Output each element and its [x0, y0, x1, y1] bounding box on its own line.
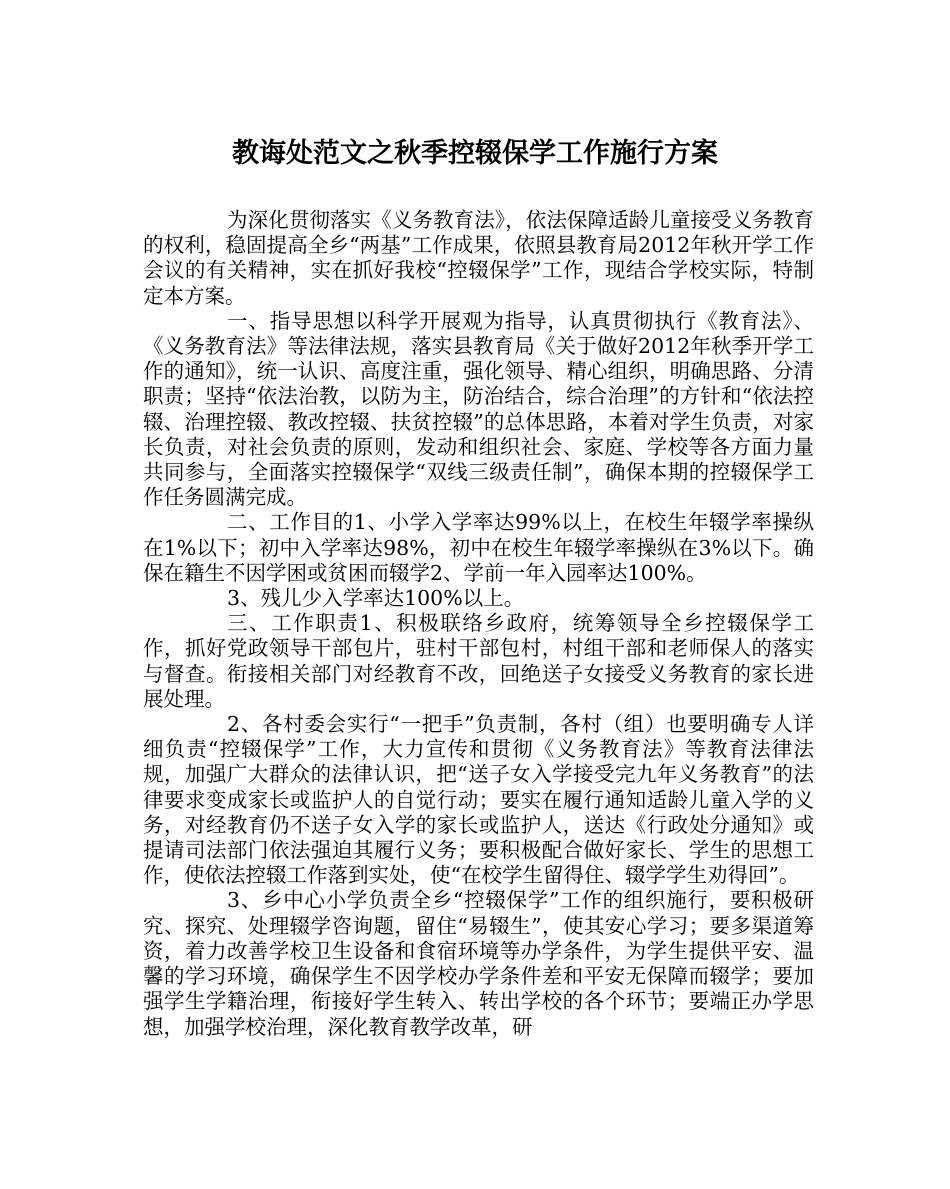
paragraph-guiding-ideology: 一、指导思想以科学开展观为指导，认真贯彻执行《教育法》、《义务教育法》等法律法规，落实县教育局《关于做好2012年秋季开学工作的通知》，统一认识、高度注重，强化领导、精心组织，明确思路、分清职责；坚持“依法治教，以防为主，防治结合，综合治理”的方针和“依法控辍、治理控辍、教改控辍、扶贫控辍”的总体思路，本着对学生负责，对家长负责，对社会负责的原则，发动和组织社会、家庭、学校等各方面力量共同参与，全面落实控辍保学“双线三级责任制”，确保本期的控辍保学工作任务圆满完成。 [143, 308, 814, 510]
document-body [143, 208, 814, 1040]
paragraph-central-school: 3、乡中心小学负责全乡“控辍保学”工作的组织施行，要积极研究、探究、处理辍学咨询题，留住“易辍生”，使其安心学习；要多渠道筹资，着力改善学校卫生设备和食宿环境等办学条件，为学生提供平安、温馨的学习环境，确保学生不因学校办学条件差和平安无保障而辍学；要加强学生学籍治理，衔接好学生转入、转出学校的各个环节；要端正办学思想，加强学校治理，深化教育教学改革，研 [143, 888, 814, 1039]
paragraph-intro: 为深化贯彻落实《义务教育法》，依法保障适龄儿童接受义务教育的权利，稳固提高全乡“两基”工作成果，依照县教育局2012年秋开学工作会议的有关精神，实在抓好我校“控辍保学”工作，现结合学校实际，特制定本方案。 [143, 208, 814, 308]
paragraph-village-committee: 2、各村委会实行“一把手”负责制，各村（组）也要明确专人详细负责“控辍保学”工作，大力宣传和贯彻《义务教育法》等教育法律法规，加强广大群众的法律认识，把“送子女入学接受完九年义务教育”的法律要求变成家长或监护人的自觉行动；要实在履行通知适龄儿童入学的义务，对经教育仍不送子女入学的家长或监护人，送达《行政处分通知》或提请司法部门依法强迫其履行义务；要积极配合做好家长、学生的思想工作，使依法控辍工作落到实处，使“在校学生留得住、辍学学生劝得回”。 [143, 712, 814, 888]
paragraph-disabled-enrollment: 3、残儿少入学率达100%以上。 [227, 586, 525, 611]
document-title: 教诲处范文之秋季控辍保学工作施行方案 [232, 138, 718, 169]
paragraph-work-duties: 三、工作职责1、积极联络乡政府，统筹领导全乡控辍保学工作，抓好党政领导干部包片，驻村干部包村，村组干部和老师保人的落实与督查。衔接相关部门对经教育不改，回绝送子女接受义务教育的家长进展处理。 [143, 611, 814, 711]
paragraph-work-goals: 二、工作目的1、小学入学率达99%以上，在校生年辍学率操纵在1%以下；初中入学率达98%，初中在校生年辍学率操纵在3%以下。确保在籍生不因学困或贫困而辍学2、学前一年入园率达100%。 [143, 510, 814, 585]
